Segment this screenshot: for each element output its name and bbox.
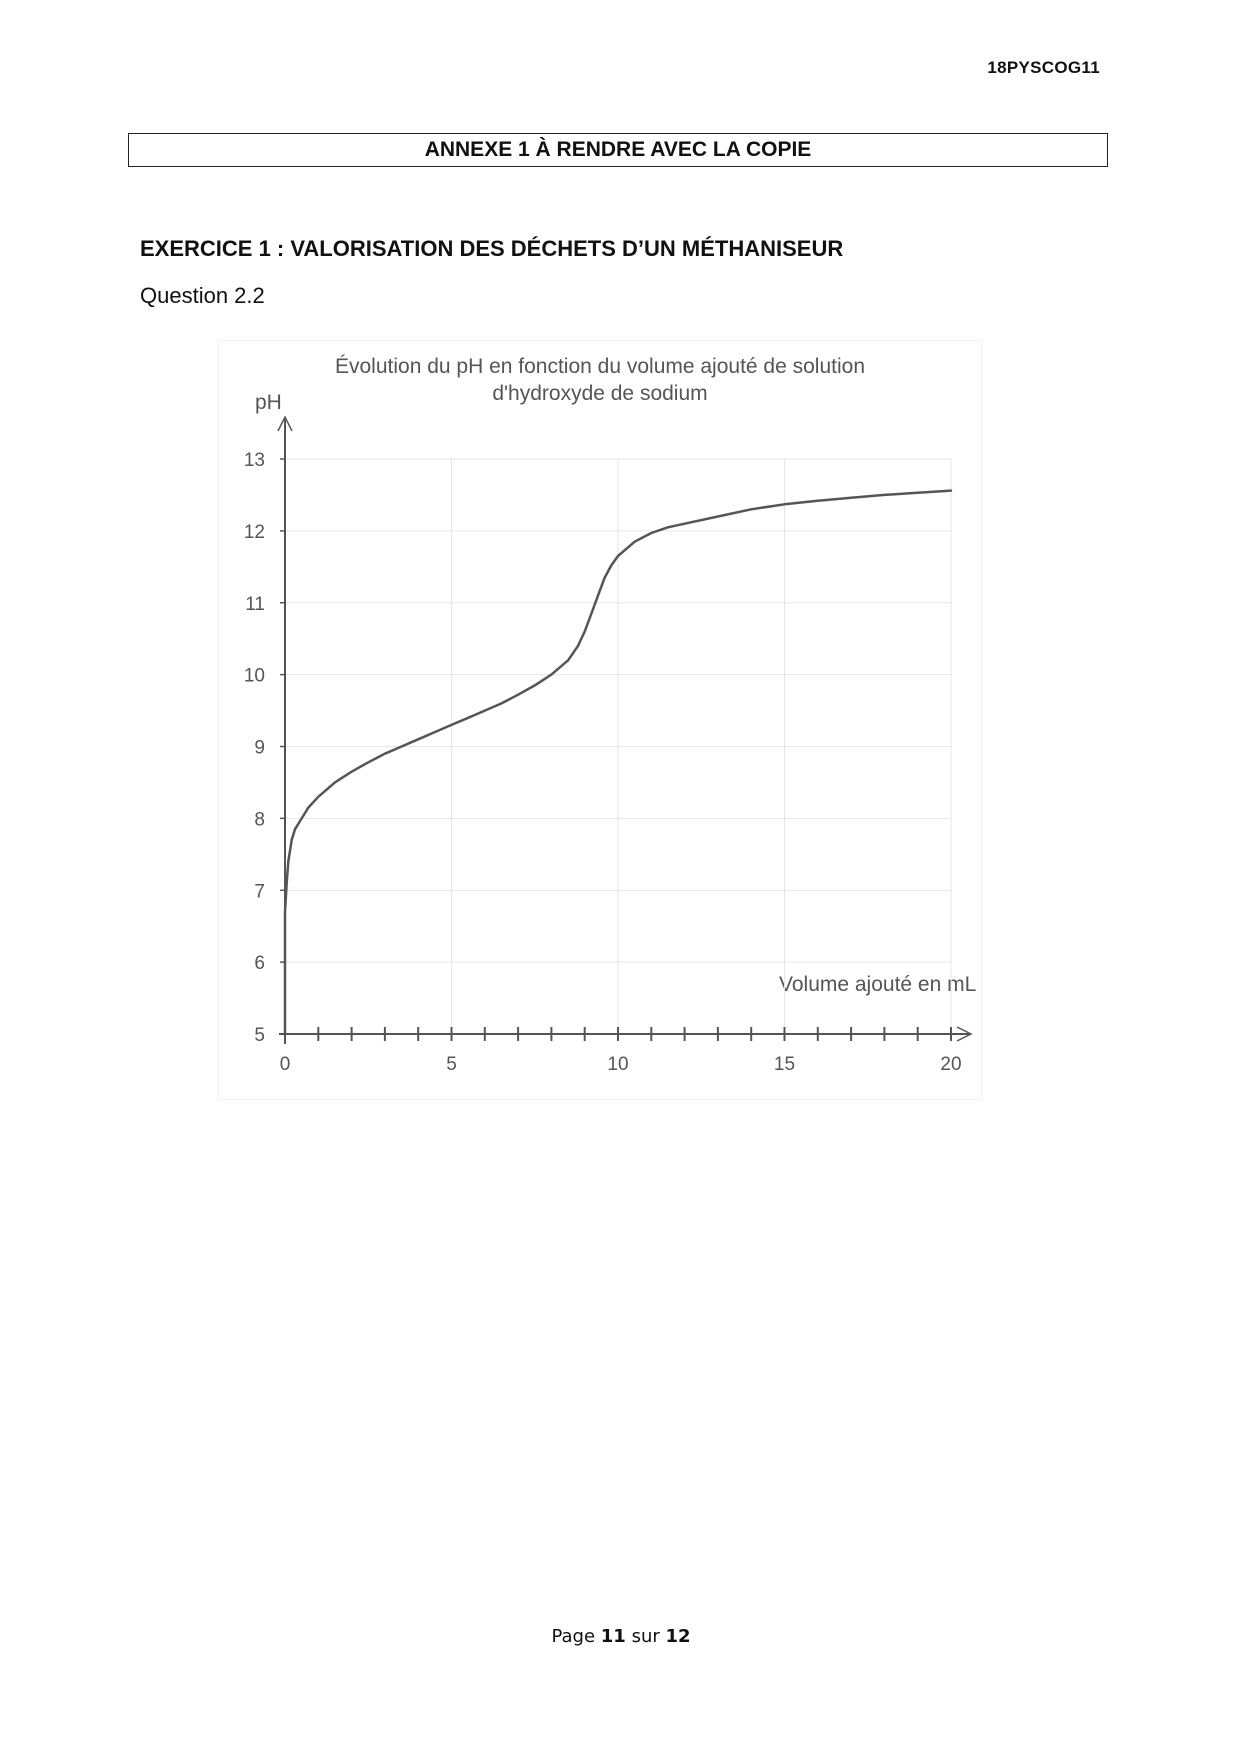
y-tick-label: 13 xyxy=(243,450,265,471)
x-tick-label: 15 xyxy=(773,1054,796,1075)
chart-title-line2: d'hydroxyde de sodium xyxy=(492,382,708,405)
annex-title: ANNEXE 1 À RENDRE AVEC LA COPIE xyxy=(424,138,812,161)
y-tick-label: 10 xyxy=(243,665,265,687)
footer-page-prefix: Page xyxy=(551,1626,596,1647)
y-tick-label: 6 xyxy=(254,953,265,975)
page-footer xyxy=(0,1626,1242,1647)
footer-page-sep: sur xyxy=(631,1626,660,1647)
annex-banner xyxy=(128,133,1108,167)
footer-page-total: 12 xyxy=(665,1626,691,1647)
y-tick-label: 5 xyxy=(254,1025,265,1046)
y-tick-label: 9 xyxy=(254,737,265,759)
y-tick-label: 7 xyxy=(254,881,265,903)
y-tick-label: 11 xyxy=(245,593,265,615)
x-tick-label: 20 xyxy=(940,1054,962,1075)
y-axis-label: pH xyxy=(255,391,282,414)
x-tick-label: 5 xyxy=(446,1054,457,1075)
exercise-title: EXERCICE 1 : VALORISATION DES DÉCHETS D’UN MÉTHANISEUR xyxy=(140,236,844,261)
x-tick-label: 10 xyxy=(607,1054,629,1075)
ph-chart xyxy=(218,340,982,1100)
x-tick-label: 0 xyxy=(279,1054,291,1075)
document-code: 18PYSCOG11 xyxy=(987,58,1100,77)
y-tick-label: 12 xyxy=(243,521,265,543)
chart-title-line1: Évolution du pH en fonction du volume ajouté de solution xyxy=(334,355,866,378)
chart-plot xyxy=(219,341,983,1101)
y-tick-label: 8 xyxy=(254,809,265,831)
question-label: Question 2.2 xyxy=(140,283,265,308)
footer-page-number: 11 xyxy=(600,1626,626,1647)
x-axis-label: Volume ajouté en mL xyxy=(779,973,977,996)
